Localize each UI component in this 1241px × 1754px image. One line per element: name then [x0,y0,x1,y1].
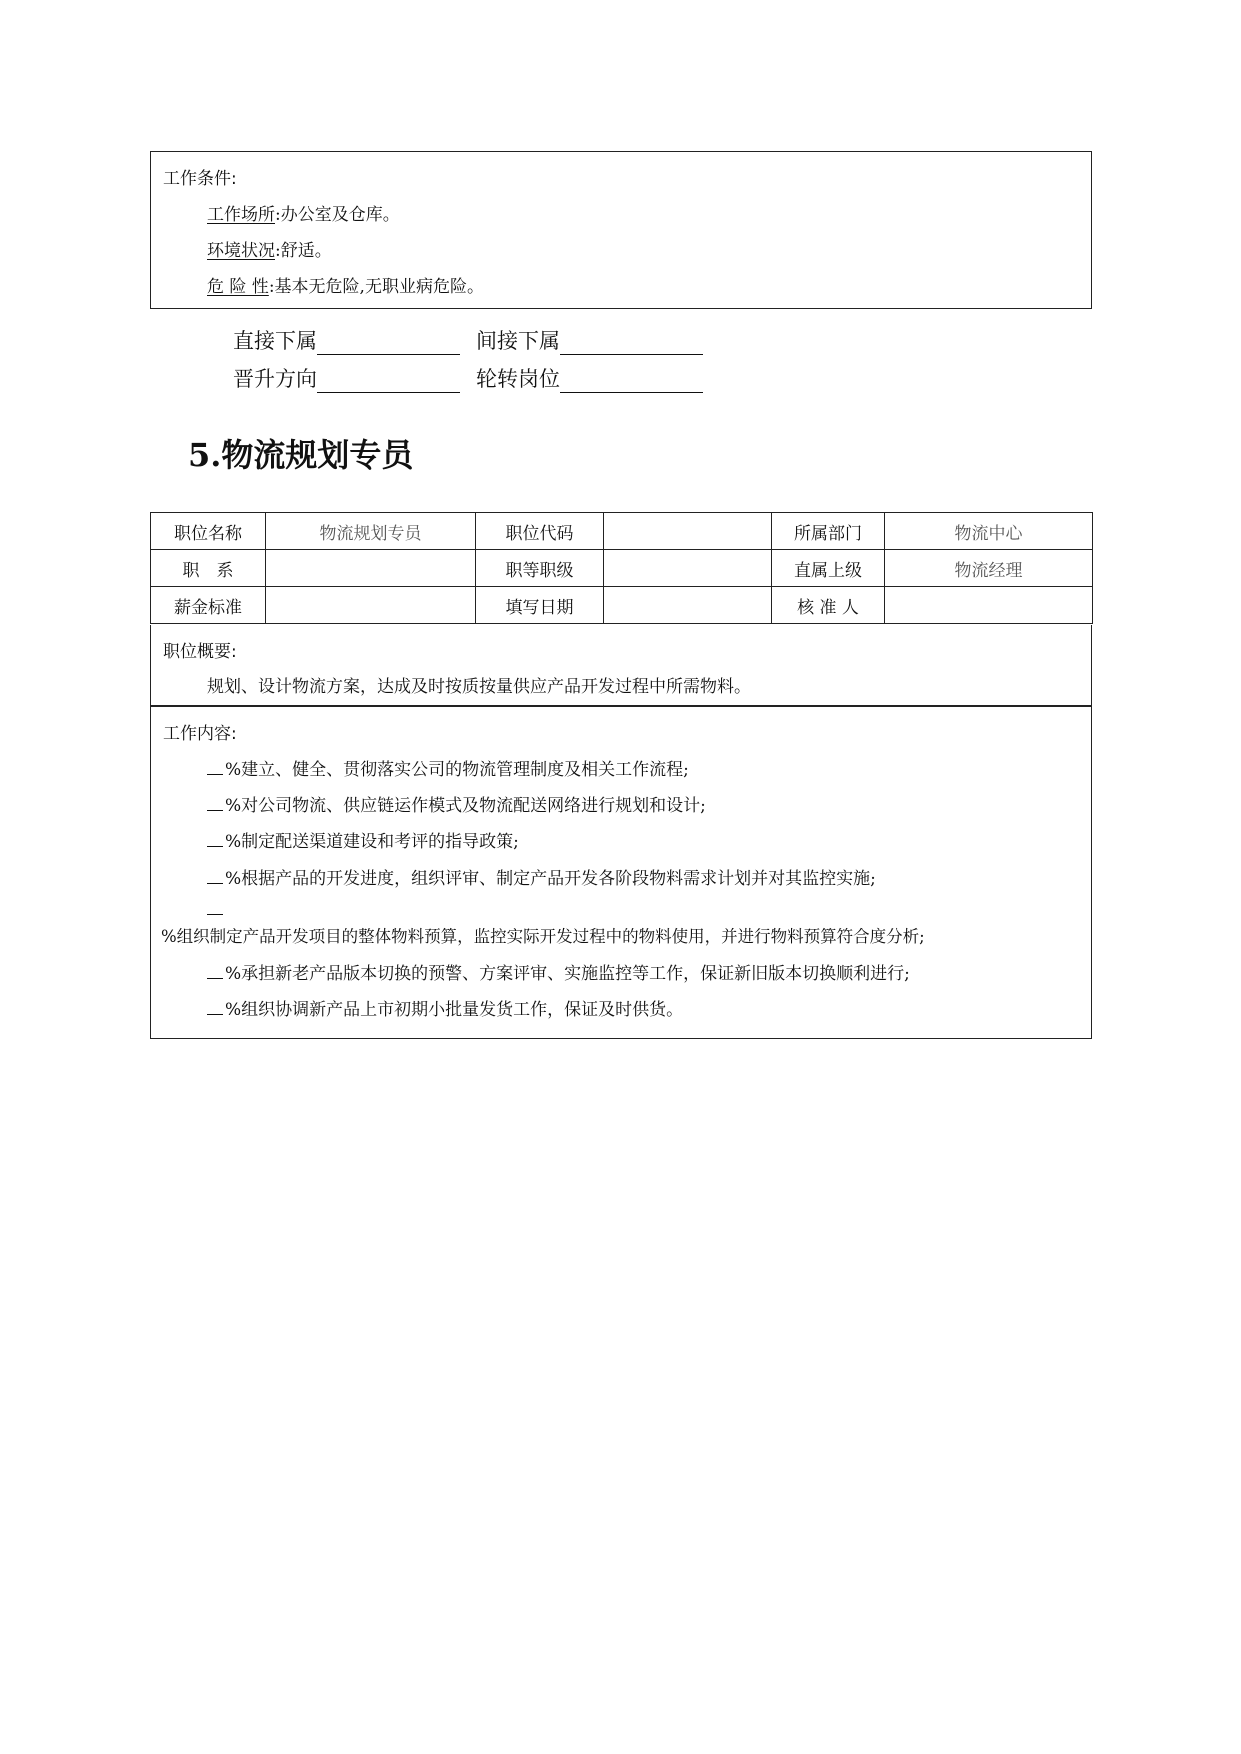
table-cell: 职位名称 [151,513,266,550]
table-cell: 职等职级 [476,550,604,587]
table-cell [604,550,772,587]
content-title: 工作内容: [163,724,237,744]
table-cell [604,587,772,624]
list-item-text: %建立、健全、贯彻落实公司的物流管理制度及相关工作流程; [225,760,689,780]
list-item [207,959,910,984]
work-content-box [150,706,1092,1039]
list-item [207,995,683,1020]
indirect-subordinate-label: 间接下属 [476,329,560,353]
work-location [207,200,400,225]
blank-mark [207,964,223,979]
table-cell [266,550,476,587]
summary-text: 规划、设计物流方案，达成及时按质按量供应产品开发过程中所需物料。 [207,677,751,697]
list-item [207,900,225,920]
table-cell [604,513,772,550]
table-cell: 所属部门 [772,513,885,550]
table-cell: 直属上级 [772,550,885,587]
rotation-field[interactable] [560,372,703,393]
list-item [207,791,706,816]
table-cell: 职位代码 [476,513,604,550]
work-conditions-box [150,151,1092,309]
table-cell [885,587,1093,624]
list-item [207,827,519,852]
work-conditions-title: 工作条件: [163,169,237,189]
work-risk-value: :基本无危险,无职业病危险。 [268,277,484,297]
blank-mark [207,869,223,884]
rotation-label: 轮转岗位 [476,367,560,391]
table-cell: 核 准 人 [772,587,885,624]
table-cell: 填写日期 [476,587,604,624]
work-environment-value: :舒适。 [275,241,332,261]
table-cell: 职 系 [151,550,266,587]
position-info-table [150,512,1093,624]
list-item-text: %制定配送渠道建设和考评的指导政策; [225,832,519,852]
blank-mark [207,1000,223,1015]
position-summary-box [150,625,1092,706]
work-location-value: :办公室及仓库。 [275,205,400,225]
blank-mark [207,760,223,775]
indirect-subordinate-field[interactable] [560,334,703,355]
table-cell: 物流经理 [885,550,1093,587]
blank-mark [207,796,223,811]
summary-title: 职位概要: [163,642,237,662]
list-item [207,864,876,889]
work-risk-label: 危 险 性 [207,277,269,297]
table-row [151,587,1093,624]
work-environment-label: 环境状况 [207,241,275,261]
work-environment [207,236,332,261]
section-heading: 5.物流规划专员 [188,436,414,474]
list-item-text: %组织协调新产品上市初期小批量发货工作，保证及时供货。 [225,1000,684,1020]
work-location-label: 工作场所 [207,205,275,225]
list-item-text: %对公司物流、供应链运作模式及物流配送网络进行规划和设计; [225,796,706,816]
table-row [151,513,1093,550]
subordinate-row-2 [233,363,719,393]
table-cell: 物流规划专员 [266,513,476,550]
promotion-label: 晋升方向 [233,367,317,391]
list-item: %组织制定产品开发项目的整体物料预算，监控实际开发过程中的物料使用，并进行物料预算符合度分析; [161,927,925,946]
table-cell: 薪金标准 [151,587,266,624]
table-cell [266,587,476,624]
subordinate-row-1 [233,325,719,355]
direct-subordinate-field[interactable] [317,334,460,355]
work-risk [207,272,484,297]
blank-mark [207,832,223,847]
table-cell: 物流中心 [885,513,1093,550]
blank-mark [207,900,223,915]
table-row [151,550,1093,587]
list-item [207,755,689,780]
promotion-field[interactable] [317,372,460,393]
list-item-text: %根据产品的开发进度，组织评审、制定产品开发各阶段物料需求计划并对其监控实施; [225,869,876,889]
direct-subordinate-label: 直接下属 [233,329,317,353]
list-item-text: %承担新老产品版本切换的预警、方案评审、实施监控等工作，保证新旧版本切换顺利进行; [225,964,910,984]
